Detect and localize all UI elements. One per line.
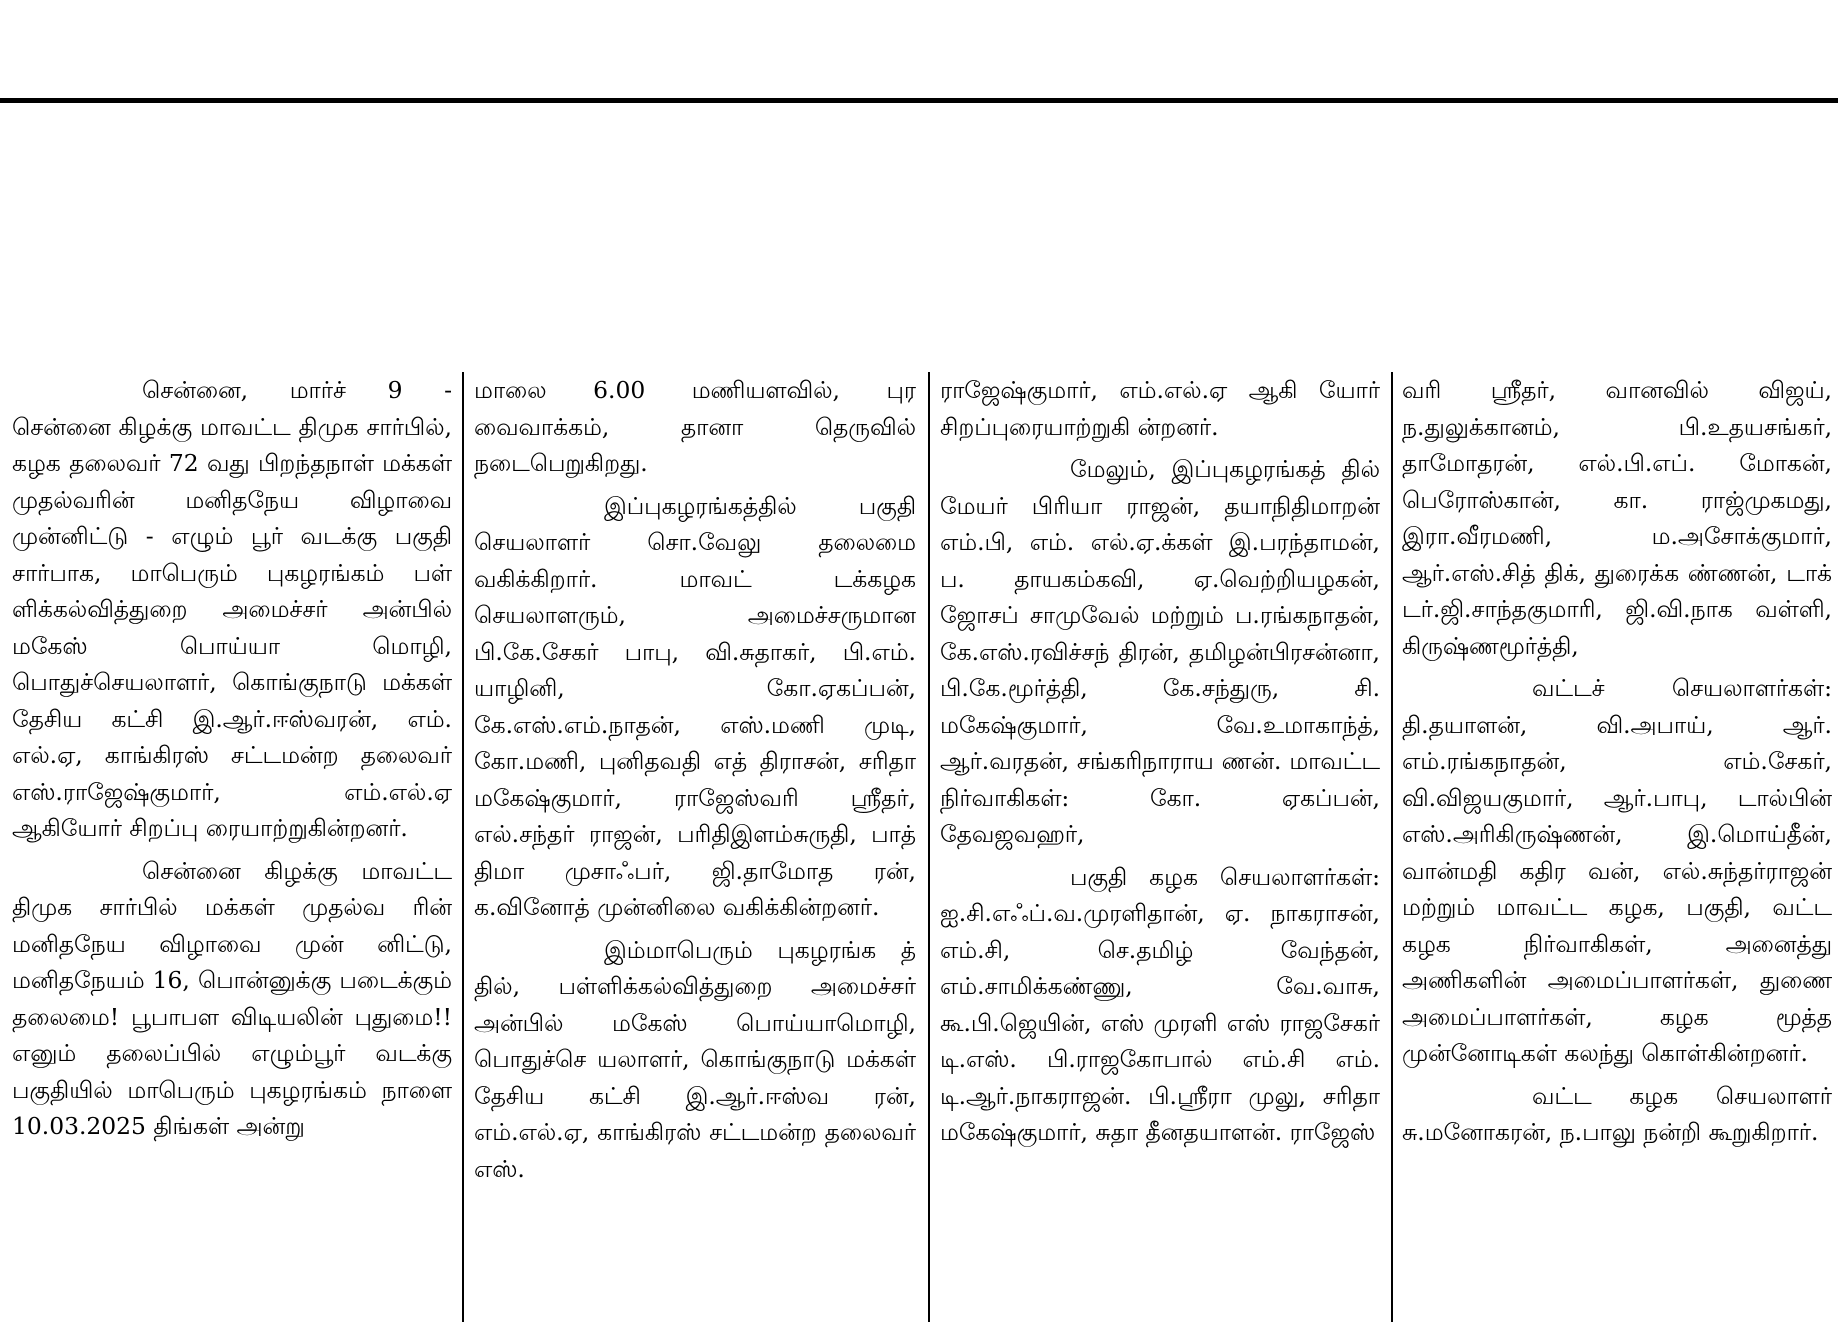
top-headline xyxy=(0,8,1838,88)
paragraph: பகுதி கழக செயலாளர்கள்: ஐ.சி.எஃப்.வ.முரளிதான், ஏ. நாகராசன், எம்.சி, செ.தமிழ் வேந்தன், எம்.சாமிக்கண்ணு, வே.வாசு, கூ.பி.ஜெயின், எஸ் முரளி எஸ் ராஜசேகர் டி.எஸ். பி.ராஜகோபால் எம்.சி எம். டி.ஆர்.நாகராஜன். பி.ஸ்ரீரா முலு, சரிதா மகேஷ்குமார், சுதா தீனதயாளன். ராஜேஸ் xyxy=(940,862,1380,1146)
paragraph: ராஜேஷ்குமார், எம்.எல்.ஏ ஆகி யோர் சிறப்புரையாற்றுகி ன்றனர். xyxy=(940,376,1380,441)
column-divider xyxy=(462,372,464,1322)
article-column-3 xyxy=(940,372,1380,1322)
paragraph: இம்மாபெரும் புகழரங்க த் தில், பள்ளிக்கல்வித்துறை அமைச்சர் அன்பில் மகேஸ் பொய்யாமொழி, பொதுச்செ யலாளர், கொங்குநாடு மக்கள் தேசிய கட்சி இ.ஆர்.ஈஸ்வ ரன், எம்.எல்.ஏ, காங்கிரஸ் சட்டமன்ற தலைவர் எஸ். xyxy=(474,935,916,1183)
paragraph: சென்னை கிழக்கு மாவட்ட திமுக சார்பில் மக்கள் முதல்வ ரின் மனிதநேய விழாவை முன் னிட்டு, மனிதநேயம் 16, பொன்னுக்கு படைக்கும் தலைமை! பூபாபள விடியலின் புதுமை!! எனும் தலைப்பில் எழும்பூர் வடக்கு பகுதியில் மாபெரும் புகழரங்கம் நாளை 10.03.2025 திங்கள் அன்று xyxy=(12,856,452,1140)
column-divider xyxy=(928,372,930,1322)
paragraph: வரி ஸ்ரீதர், வானவில் விஜய், ந.துலுக்கானம், பி.உதயசங்கர், தாமோதரன், எல்.பி.எப். மோகன், பெரோஸ்கான், கா. ராஜ்முகமது, இரா.வீரமணி, ம.அசோக்குமார், ஆர்.எஸ்.சித் திக், துரைக்க ண்ணன், டாக் டர்.ஜி.சாந்தகுமாரி, ஜி.வி.நாக வள்ளி, கிருஷ்ணமூர்த்தி, xyxy=(1402,376,1832,660)
paragraph: சென்னை, மார்ச் 9 - சென்னை கிழக்கு மாவட்ட திமுக சார்பில், கழக தலைவர் 72 வது பிறந்தநாள் மக்கள் முதல்வரின் மனிதநேய விழாவை முன்னிட்டு - எழும் பூர் வடக்கு பகுதி சார்பாக, மாபெரும் புகழரங்கம் பள் ளிக்கல்வித்துறை அமைச்சர் அன்பில் மகேஸ் பொய்யா மொழி, பொதுச்செயலாளர், கொங்குநாடு மக்கள் தேசிய கட்சி இ.ஆர்.ஈஸ்வரன், எம். எல்.ஏ, காங்கிரஸ் சட்டமன்ற தலைவர் எஸ்.ராஜேஷ்குமார், எம்.எல்.ஏ ஆகியோர் சிறப்பு ரையாற்றுகின்றனர். xyxy=(12,376,452,842)
paragraph: இப்புகழரங்கத்தில் பகுதி செயலாளர் சொ.வேலு தலைமை வகிக்கிறார். மாவட் டக்கழக செயலாளரும், அமைச்சருமான பி.கே.சேகர் பாபு, வி.சுதாகர், பி.எம். யாழினி, கோ.ஏகப்பன், கே.எஸ்.எம்.நாதன், எஸ்.மணி முடி, கோ.மணி, புனிதவதி எத் திராசன், சரிதா மகேஷ்குமார், ராஜேஸ்வரி ஸ்ரீதர், எல்.சந்தர் ராஜன், பரிதிஇளம்சுருதி, பாத் திமா முசாஃபர், ஜி.தாமோத ரன், க.வினோத் முன்னிலை வகிக்கின்றனர். xyxy=(474,491,916,921)
paragraph: வட்டச் செயலாளர்கள்: தி.தயாளன், வி.அபாய், ஆர். எம்.ரங்கநாதன், எம்.சேகர், வி.விஜயகுமார், ஆர்.பாபு, டால்பின் எஸ்.அரிகிருஷ்ணன், இ.மொய்தீன், வான்மதி கதிர வன், எல்.சுந்தர்ராஜன் மற்றும் மாவட்ட கழக, பகுதி, வட்ட கழக நிர்வாகிகள், அனைத்து அணிகளின் அமைப்பாளர்கள், துணை அமைப்பாளர்கள், கழக மூத்த முன்னோடிகள் கலந்து கொள்கின்றனர். xyxy=(1402,674,1832,1067)
article-column-1 xyxy=(12,372,452,1322)
paragraph: மாலை 6.00 மணியளவில், புர வைவாக்கம், தானா தெருவில் நடைபெறுகிறது. xyxy=(474,376,916,477)
paragraph: வட்ட கழக செயலாளர் சு.மனோகரன், ந.பாலு நன்றி கூறுகிறார். xyxy=(1402,1081,1832,1146)
article-column-2 xyxy=(474,372,916,1322)
article-column-4 xyxy=(1402,372,1832,1322)
column-divider xyxy=(1391,372,1393,1322)
sub-headline xyxy=(0,268,1838,348)
paragraph: மேலும், இப்புகழரங்கத் தில் மேயர் பிரியா ராஜன், தயாநிதிமாறன் எம்.பி, எம். எல்.ஏ.க்கள் இ.பரந்தாமன், ப. தாயகம்கவி, ஏ.வெற்றியழகன், ஜோசப் சாமுவேல் மற்றும் ப.ரங்கநாதன், கே.எஸ்.ரவிச்சந் திரன், தமிழன்பிரசன்னா, பி.கே.மூர்த்தி, கே.சந்துரு, சி. மகேஷ்குமார், வே.உமாகாந்த், ஆர்.வரதன், சங்கரிநாராய ணன். மாவட்ட நிர்வாகிகள்: கோ. ஏகப்பன், தேவஜவஹர், xyxy=(940,455,1380,848)
